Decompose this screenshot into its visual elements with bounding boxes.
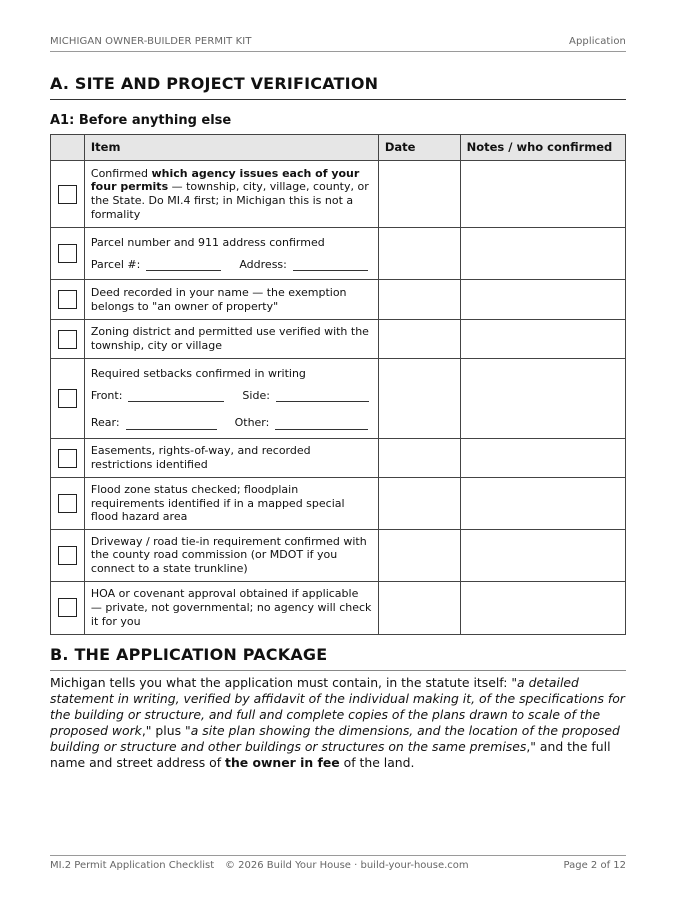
item-text: Driveway / road tie-in requirement confirmed with the county road commission (or MDOT if you connect to a state trunkline) [84, 529, 378, 581]
page-number: Page 2 of 12 [563, 860, 626, 871]
notes-cell[interactable] [460, 228, 625, 280]
kit-title: MICHIGAN OWNER-BUILDER PERMIT KIT [50, 36, 252, 47]
table-row [51, 359, 626, 439]
other-setback-field[interactable] [275, 419, 368, 430]
statute-quote-2: a site plan showing the dimensions, and the location of the proposed building or structure and other buildings or structures on the same premises [50, 723, 620, 754]
front-setback-label: Front: [90, 388, 123, 402]
rear-setback-label: Rear: [90, 416, 120, 430]
verification-checklist-table [50, 134, 626, 635]
notes-cell[interactable] [460, 359, 625, 439]
item-text: Flood zone status checked; floodplain requirements identified if in a mapped special flood hazard area [84, 478, 378, 530]
section-label: Application [569, 36, 626, 47]
checkbox[interactable] [58, 494, 77, 513]
item-text: Zoning district and permitted use verified with the township, city or village [84, 320, 378, 359]
notes-cell[interactable] [460, 581, 625, 634]
table-row [51, 161, 626, 228]
side-setback-label: Side: [242, 388, 270, 402]
table-row [51, 478, 626, 530]
application-package-paragraph: Michigan tells you what the application must contain, in the statute itself: "a detailed statement in writing, verified by affidavit of the individual making it, of the specifications for the building or structure, and full and complete copies of the plans drawn to scale of the proposed work," plus "a site plan showing the dimensions, and the location of the proposed building or structure and other buildings or structures on the same premises," and the full name and street address of the owner in fee of the land. [50, 675, 625, 770]
table-header-row [51, 135, 626, 161]
subsection-a1-heading: A1: Before anything else [50, 113, 232, 128]
section-a-heading: A. SITE AND PROJECT VERIFICATION [50, 74, 626, 100]
checkbox[interactable] [58, 598, 77, 617]
notes-cell[interactable] [460, 478, 625, 530]
checkbox[interactable] [58, 244, 77, 263]
rear-setback-field[interactable] [126, 419, 217, 430]
item-text: Easements, rights-of-way, and recorded restrictions identified [84, 439, 378, 478]
item-text: Confirmed which agency issues each of your four permits — township, city, village, county, or the State. Do MI.4 first; in Michigan this is not a formality [84, 161, 378, 228]
side-setback-field[interactable] [276, 391, 369, 402]
statute-quote-1: a detailed statement in writing, verified by affidavit of the individual making it, of the specifications for the building or structure, and full and complete copies of the plans drawn to scale of the proposed work [50, 675, 625, 738]
table-row [51, 581, 626, 634]
document-code: MI.2 Permit Application Checklist [50, 860, 215, 871]
section-b-heading: B. THE APPLICATION PACKAGE [50, 645, 626, 671]
checkbox[interactable] [58, 449, 77, 468]
checkbox[interactable] [58, 546, 77, 565]
checkbox-column-header [51, 135, 85, 161]
checkbox[interactable] [58, 389, 77, 408]
table-row [51, 529, 626, 581]
item-text: Deed recorded in your name — the exemption belongs to "an owner of property" [84, 280, 378, 320]
date-cell[interactable] [378, 320, 460, 359]
notes-cell[interactable] [460, 439, 625, 478]
running-header [50, 36, 626, 52]
copyright-notice: © 2026 Build Your House · build-your-house.com [225, 860, 469, 871]
address-label: Address: [239, 257, 287, 271]
parcel-label: Parcel #: [90, 257, 141, 271]
checkbox[interactable] [58, 330, 77, 349]
notes-cell[interactable] [460, 280, 625, 320]
table-row [51, 228, 626, 280]
date-cell[interactable] [378, 478, 460, 530]
front-setback-field[interactable] [128, 391, 224, 402]
date-cell[interactable] [378, 359, 460, 439]
item-text: Parcel number and 911 address confirmed [90, 235, 325, 249]
date-cell[interactable] [378, 581, 460, 634]
date-cell[interactable] [378, 439, 460, 478]
checkbox[interactable] [58, 290, 77, 309]
other-setback-label: Other: [234, 416, 270, 430]
checkbox[interactable] [58, 185, 77, 204]
table-row [51, 280, 626, 320]
date-cell[interactable] [378, 228, 460, 280]
table-row [51, 439, 626, 478]
item-text: HOA or covenant approval obtained if applicable — private, not governmental; no agency will check it for you [84, 581, 378, 634]
parcel-number-field[interactable] [146, 260, 221, 271]
owner-in-fee-emphasis: the owner in fee [225, 755, 340, 770]
page-footer [50, 855, 626, 871]
notes-column-header: Notes / who confirmed [460, 135, 625, 161]
date-cell[interactable] [378, 529, 460, 581]
notes-cell[interactable] [460, 320, 625, 359]
date-cell[interactable] [378, 280, 460, 320]
item-text: Required setbacks confirmed in writing [90, 367, 306, 381]
date-cell[interactable] [378, 161, 460, 228]
table-row [51, 320, 626, 359]
item-column-header: Item [84, 135, 378, 161]
notes-cell[interactable] [460, 161, 625, 228]
date-column-header: Date [378, 135, 460, 161]
address-field[interactable] [293, 260, 368, 271]
notes-cell[interactable] [460, 529, 625, 581]
